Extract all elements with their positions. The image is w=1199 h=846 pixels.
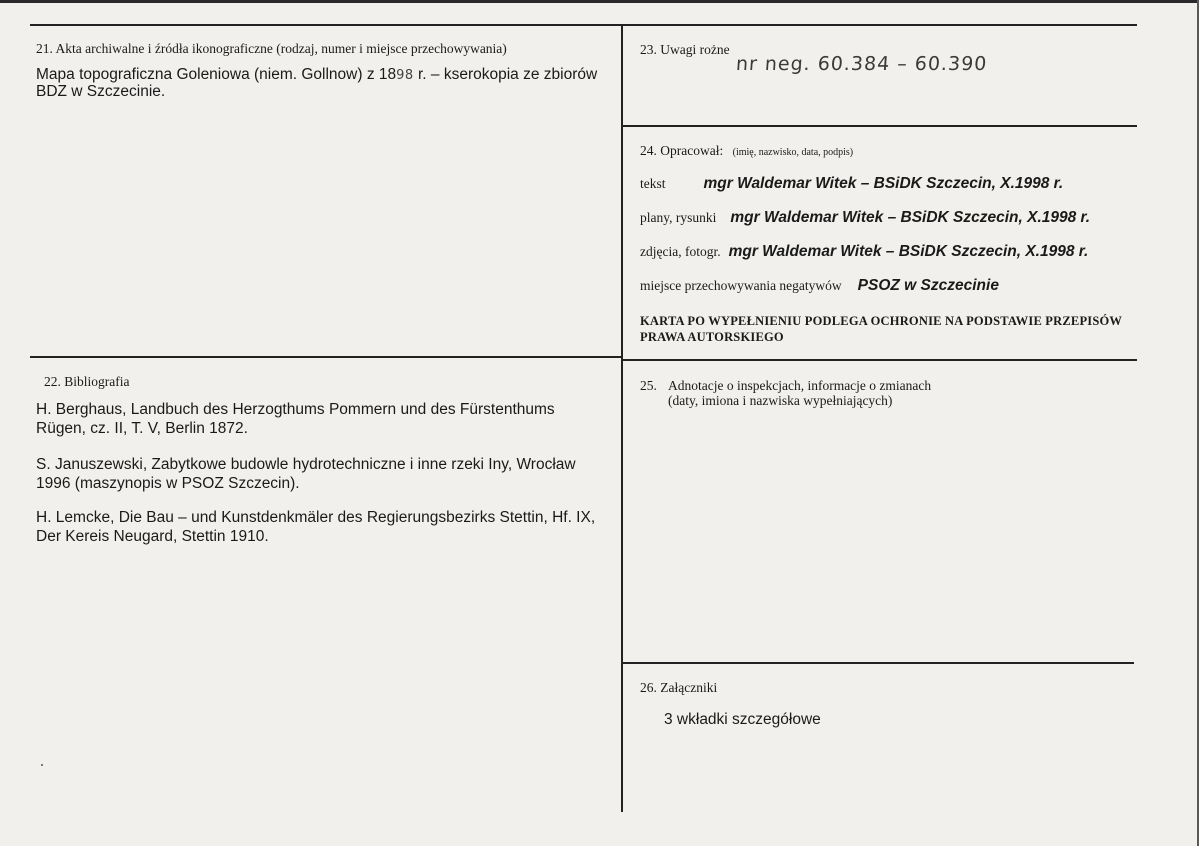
bibliography-entry-line1: H. Lemcke, Die Bau – und Kunstdenkmäler des Regierungsbezirks Stettin, Hf. IX, [36, 509, 596, 526]
section-21-label: 21. Akta archiwalne i źródła ikonograficzne (rodzaj, numer i miejsce przechowywania) [36, 41, 507, 56]
section-24-row-plany [640, 209, 1090, 227]
section-21-text-after-year: r. – kserokopia ze zbiorów [413, 66, 598, 83]
copyright-notice-line2: PRAWA AUTORSKIEGO [640, 330, 784, 344]
section-26-value: 3 wkładki szczegółowe [664, 711, 821, 728]
section-21-text-before-year: Mapa topograficzna Goleniowa (niem. Gollnow) z 18 [36, 66, 397, 83]
bibliography-entry [36, 508, 615, 546]
section-24-negatives [640, 277, 999, 295]
bibliography-entry [36, 400, 615, 438]
section-24-label-small: (imię, nazwisko, data, podpis) [732, 147, 854, 158]
bibliography-entry-line2: Rügen, cz. II, T. V, Berlin 1872. [36, 420, 248, 437]
section-24-negatives-value: PSOZ w Szczecinie [857, 277, 999, 294]
section-25-label-line2: (daty, imiona i nazwiska wypełniających) [668, 393, 893, 408]
middle-rule-left [30, 356, 623, 358]
rule-23-24 [623, 125, 1137, 127]
section-24-row-label: tekst [640, 176, 666, 191]
bibliography-entry-line1: H. Berghaus, Landbuch des Herzogthums Pommern und des Fürstenthums [36, 401, 555, 418]
section-24-row-value: mgr Waldemar Witek – BSiDK Szczecin, X.1998 r. [728, 243, 1089, 260]
section-24-label [640, 143, 853, 159]
bibliography-entry [36, 455, 615, 493]
section-25-label-line1: Adnotacje o inspekcjach, informacje o zmianach [668, 378, 932, 393]
scan-edge-top [0, 0, 1199, 3]
bibliography-entry-line2: 1996 (maszynopis w PSOZ Szczecin). [36, 475, 300, 492]
top-rule [30, 24, 1137, 26]
section-25-number: 25. [640, 378, 657, 393]
section-24-row-zdjecia [640, 243, 1088, 261]
section-24-row-label: zdjęcia, fotogr. [640, 244, 721, 259]
section-24-label-main: 24. Opracował: [640, 143, 724, 158]
section-23-handwritten-note: nr neg. 60.384 – 60.390 [735, 53, 989, 75]
scan-speck [41, 764, 43, 766]
bibliography-entry-line2: Der Kereis Neugard, Stettin 1910. [36, 528, 269, 545]
section-24-row-value: mgr Waldemar Witek – BSiDK Szczecin, X.1998 r. [730, 209, 1091, 226]
section-25-label [668, 378, 931, 408]
section-26-label: 26. Załączniki [640, 680, 718, 695]
section-24-negatives-label: miejsce przechowywania negatywów [640, 278, 842, 293]
column-divider [621, 24, 623, 812]
section-24-row-value: mgr Waldemar Witek – BSiDK Szczecin, X.1998 r. [703, 175, 1064, 192]
copyright-notice-line1: KARTA PO WYPEŁNIENIU PODLEGA OCHRONIE NA PODSTAWIE PRZEPISÓW [640, 314, 1123, 328]
section-21-text-line2: BDZ w Szczecinie. [36, 83, 166, 100]
section-24-row-label: plany, rysunki [640, 210, 717, 225]
section-21-handwritten-year: 98 [396, 68, 414, 83]
section-23-label: 23. Uwagi rożne [640, 42, 730, 57]
rule-24-25 [623, 359, 1137, 361]
copyright-notice [640, 313, 1122, 345]
section-24-row-tekst [640, 175, 1063, 193]
bibliography-entry-line1: S. Januszewski, Zabytkowe budowle hydrotechniczne i inne rzeki Iny, Wrocław [36, 456, 576, 473]
rule-25-26 [623, 662, 1134, 664]
section-22-label: 22. Bibliografia [44, 374, 130, 389]
